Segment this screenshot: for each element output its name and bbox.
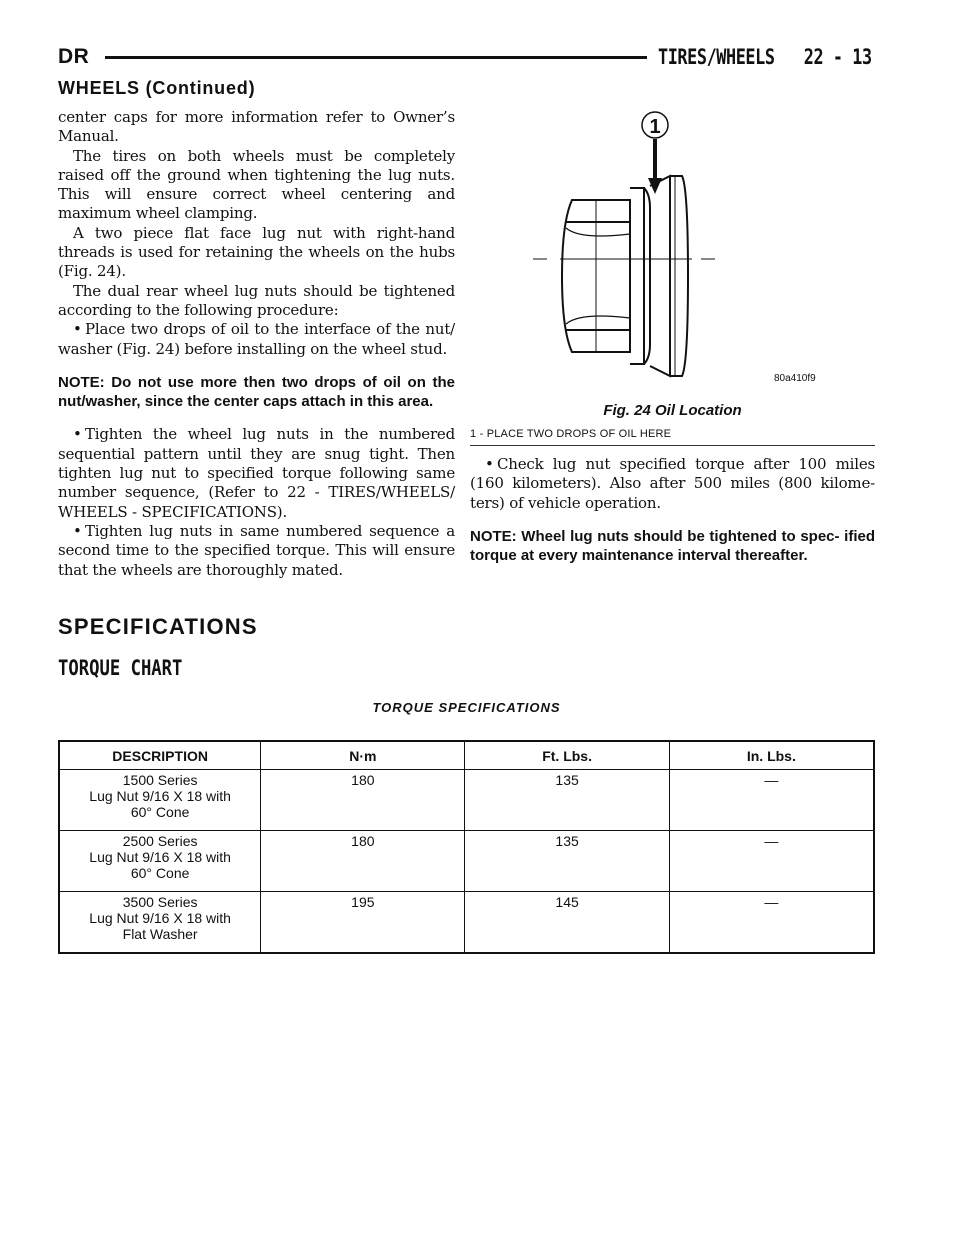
- header-code: DR: [58, 45, 90, 68]
- section-continued-heading: WHEELS (Continued): [58, 78, 256, 98]
- bullet-dot: •: [73, 521, 82, 540]
- ft-lbs-cell: 145: [465, 892, 669, 954]
- lug-nut-illustration: [470, 108, 875, 398]
- bullet-dot: •: [485, 455, 494, 473]
- description-line: 60° Cone: [130, 804, 190, 820]
- note: NOTE: Wheel lug nuts should be tightened to spec- ified torque at every maintenance interval thereafter.: [470, 527, 875, 565]
- column-header: In. Lbs.: [669, 741, 874, 770]
- bullet-item: [58, 522, 455, 580]
- description-line: Lug Nut 9/16 X 18 with: [89, 849, 231, 865]
- description-line: Lug Nut 9/16 X 18 with: [89, 910, 231, 926]
- nm-cell: 195: [261, 892, 465, 954]
- description-cell: [59, 892, 261, 954]
- ft-lbs-cell: 135: [465, 831, 669, 892]
- table-header-row: [59, 741, 874, 770]
- table-row: [59, 770, 874, 831]
- column-header: DESCRIPTION: [59, 741, 261, 770]
- table-row: [59, 892, 874, 954]
- left-column: [58, 108, 455, 580]
- header-page-number: 22 - 13: [803, 45, 872, 69]
- nm-cell: 180: [261, 831, 465, 892]
- bullet-item: [470, 455, 875, 513]
- description-line: 60° Cone: [130, 865, 190, 881]
- description-line: 3500 Series: [122, 894, 198, 910]
- description-line: 2500 Series: [122, 833, 198, 849]
- bullet-text: Tighten the wheel lug nuts in the numbered sequential pattern until they are snug tight. Then tighten lug nut to specified torque following same number sequence, (Refer to 22 - TIRES/WHEELS/ WHEELS - SPECIFICATIONS).: [58, 425, 455, 521]
- table-row: [59, 831, 874, 892]
- paragraph: center caps for more information refer to Owner’s Manual.: [58, 108, 455, 146]
- paragraph: The dual rear wheel lug nuts should be tightened according to the following procedure:: [58, 281, 455, 319]
- column-header: Ft. Lbs.: [465, 741, 669, 770]
- figure-code: 80a410f9: [774, 373, 816, 384]
- note: NOTE: Do not use more then two drops of oil on the nut/washer, since the center caps attach in this area.: [58, 373, 455, 411]
- right-column: [470, 455, 875, 579]
- ft-lbs-cell: 135: [465, 770, 669, 831]
- figure-legend: 1 - PLACE TWO DROPS OF OIL HERE: [470, 428, 672, 440]
- figure-title: Fig. 24 Oil Location: [603, 402, 742, 419]
- bullet-dot: •: [73, 320, 82, 339]
- header-rule: [105, 56, 647, 59]
- description-line: Flat Washer: [122, 926, 198, 942]
- bullet-item: [58, 320, 455, 359]
- description-cell: [59, 770, 261, 831]
- in-lbs-cell: —: [669, 892, 874, 954]
- table-title: TORQUE SPECIFICATIONS: [372, 700, 561, 715]
- torque-chart-heading: TORQUE CHART: [58, 656, 183, 680]
- header-section-title: TIRES/WHEELS: [658, 45, 775, 69]
- bullet-text: Check lug nut specified torque after 100 miles (160 kilometers). Also after 500 miles (800 kilome- ters) of vehicle operation.: [470, 455, 875, 512]
- callout-number: 1: [649, 116, 661, 138]
- description-line: 1500 Series: [122, 772, 198, 788]
- bullet-text: Tighten lug nuts in same numbered sequence a second time to the specified torque. This will ensure that the wheels are thoroughly mated.: [58, 521, 455, 579]
- paragraph: The tires on both wheels must be completely raised off the ground when tightening the lug nuts. This will ensure correct wheel centering and maximum wheel clamping.: [58, 146, 455, 223]
- in-lbs-cell: —: [669, 770, 874, 831]
- bullet-dot: •: [73, 425, 82, 444]
- column-header: N·m: [261, 741, 465, 770]
- in-lbs-cell: —: [669, 831, 874, 892]
- description-line: Lug Nut 9/16 X 18 with: [89, 788, 231, 804]
- specifications-heading: SPECIFICATIONS: [58, 614, 258, 639]
- torque-specifications-table: [58, 740, 875, 954]
- header-title: [658, 45, 872, 69]
- figure-rule: [470, 445, 875, 446]
- bullet-text: Place two drops of oil to the interface of the nut/ washer (Fig. 24) before installing on the wheel stud.: [58, 320, 455, 358]
- bullet-item: [58, 425, 455, 521]
- description-cell: [59, 831, 261, 892]
- paragraph: A two piece flat face lug nut with right-hand threads is used for retaining the wheels on the hubs (Fig. 24).: [58, 223, 455, 281]
- nm-cell: 180: [261, 770, 465, 831]
